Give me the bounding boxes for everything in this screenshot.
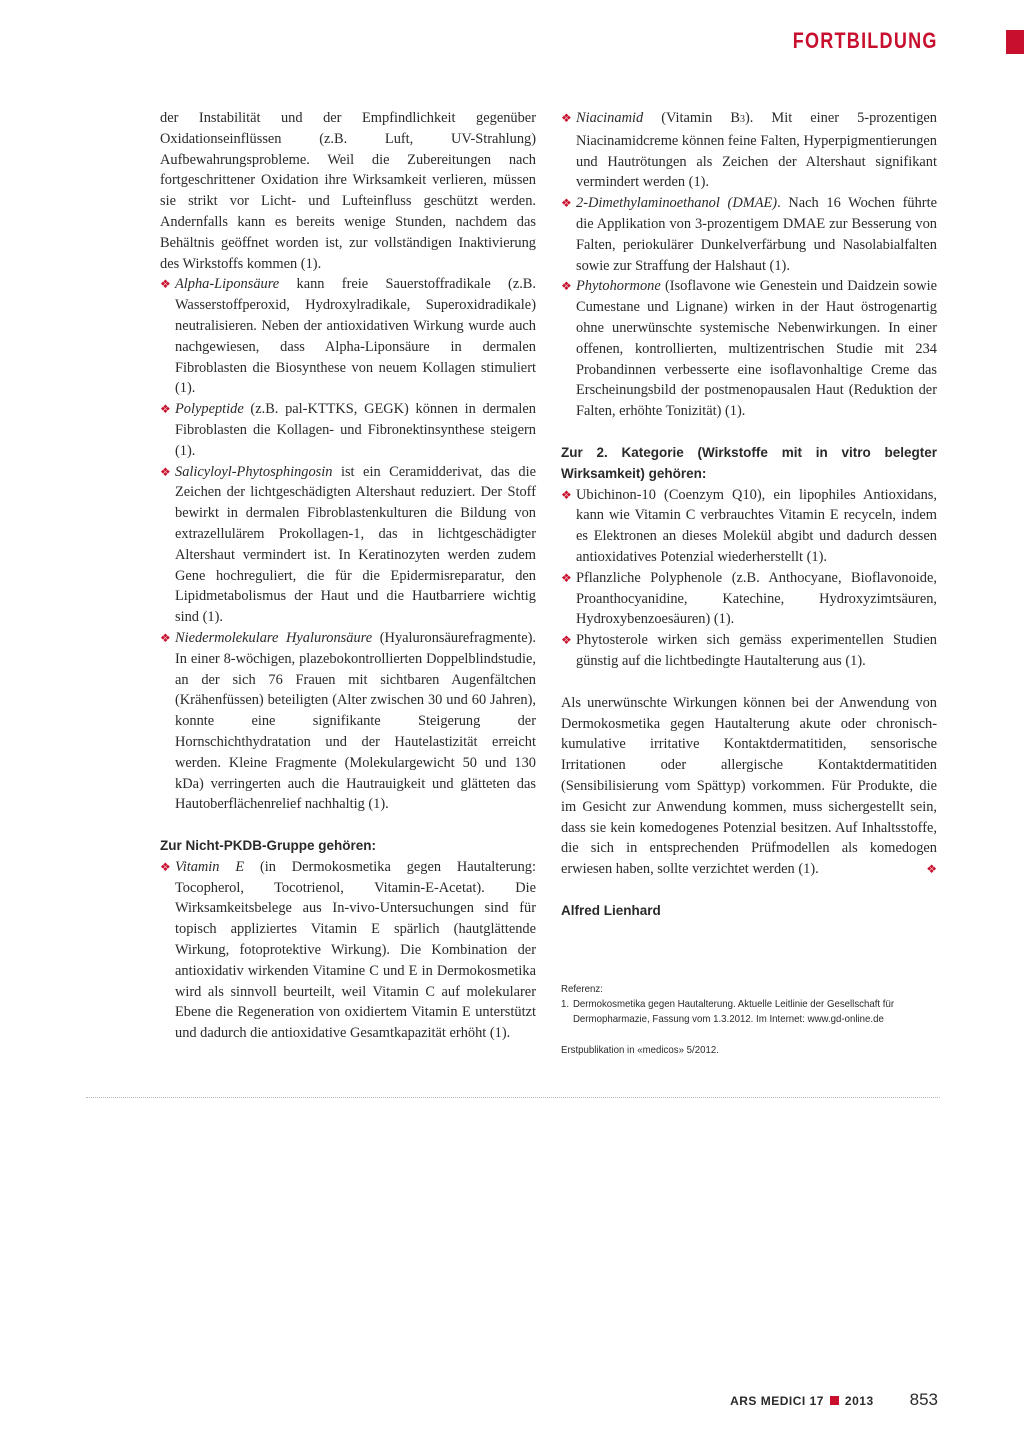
reference-label: Referenz:: [561, 982, 603, 995]
conclusion-paragraph: [561, 693, 937, 880]
reference-block: [561, 982, 936, 1058]
list-item: [561, 485, 937, 568]
list-item: [561, 193, 937, 276]
list-item: [160, 399, 536, 461]
ingredient-list: [160, 274, 536, 815]
item-lead: Niacinamid: [576, 110, 644, 126]
diamond-bullet-icon: ❖: [160, 859, 171, 874]
intro-paragraph: der Instabilität und der Empfindlichkeit gegenüber Oxidationseinflüssen (z.B. Luft, UV-Strahlung) Aufbewahrungsprobleme. Weil die Zubereitungen nach fortgeschrittener Oxidation ihre Wirksamkeit verlieren, müssen sie strikt vor Licht- und Lufteinfluss geschützt werden. Andernfalls kann es bereits wenige Stunden, nachdem das Behältnis geöffnet worden ist, zur vollständigen Inaktivierung des Wirkstoffs kommen (1).: [160, 110, 536, 272]
left-column: [160, 108, 536, 1044]
item-text: kann freie Sauerstoffradikale (z.B. Wasserstoffperoxid, Hydroxylradikale, Superoxidradikale) neutralisieren. Neben der antioxidativen Wirkung wurde auch nachgewiesen, dass Alpha-Liponsäure in dermalen Fibroblasten die Biosynthese von neuem Kollagen stimuliert (1).: [175, 276, 536, 397]
page-number: 853: [909, 1390, 938, 1409]
list-item: [160, 628, 536, 815]
diamond-bullet-icon: ❖: [160, 277, 171, 292]
list-item: [561, 630, 937, 672]
author-name: Alfred Lienhard: [561, 902, 661, 918]
list-item: [160, 462, 536, 628]
reference-number: 1.: [561, 997, 570, 1010]
item-lead: 2-Dimethylaminoethanol (DMAE): [576, 195, 778, 212]
footer-journal: ARS MEDICI 17: [730, 1394, 824, 1408]
header-section-label: FORTBILDUNG: [793, 28, 938, 53]
diamond-bullet-icon: ❖: [561, 487, 572, 502]
diamond-bullet-icon: ❖: [561, 633, 572, 648]
item-lead: Niedermolekulare Hyaluronsäure: [175, 629, 373, 646]
list-item: [561, 108, 937, 193]
section-subheading: Zur Nicht-PKDB-Gruppe gehören:: [160, 838, 376, 854]
item-lead: Polypeptide: [175, 401, 244, 418]
reference-item: [561, 997, 936, 1027]
section-subheading: Zur 2. Kategorie (Wirkstoffe mit in vitro belegter Wirksamkeit) gehören:: [561, 444, 937, 481]
item-text: (Hyaluronsäurefragmente). In einer 8-wöchigen, plazebokontrollierten Doppelblindstudie, an der sich 76 Frauen mit sichtbaren Augenfältchen (Krähenfüssen) beteiligten (Alter zwischen 30 und 60 Jahren), konnte eine signifikante Steigerung der Hornschichthydratation und der Hautelastizität erreicht werden. Kleine Fragmente (Molekulargewicht 50 und 130 kDa) verringerten auch die Hautrauigkeit und glätteten das Hautoberflächenrelief nachhaltig (1).: [175, 629, 536, 813]
diamond-endmark-icon: ❖: [926, 862, 937, 877]
list-item: [160, 274, 536, 399]
diamond-bullet-icon: ❖: [561, 111, 572, 125]
page-footer: [730, 1390, 938, 1410]
list-item: [561, 568, 937, 630]
item-text: Ubichinon-10 (Coenzym Q10), ein lipophiles Antioxidans, kann wie Vitamin C verbrauchtes Vitamin E recyceln, indem es Elektronen an dieses Molekül abgibt und dadurch dessen antioxidatives Potenzial wiederherstellt (1).: [576, 486, 937, 565]
list-item: [561, 276, 937, 422]
conclusion-text: Als unerwünschte Wirkungen können bei der Anwendung von Dermokosmetika gegen Hautalterung akute oder chronisch-kumulative irritative Kontaktdermatitiden, sensorische Irritationen oder allergische Kontaktdermatitiden (Sensibilisierung vom Spättyp) vorkommen. Für Produkte, die im Gesicht zur Anwendung kommen, muss sichergestellt sein, dass sie kein komedogenes Potenzial besitzen. Auf Inhaltsstoffe, die sich in entsprechenden Prüfmodellen als komedogen erwiesen haben, sollte verzichtet werden (1).: [561, 694, 937, 878]
page-divider: [86, 1097, 940, 1098]
footer-accent-square: [830, 1396, 839, 1405]
item-subscript: 3: [739, 114, 745, 125]
diamond-bullet-icon: ❖: [561, 570, 572, 585]
item-text: ist ein Ceramidderivat, das die Zeichen der lichtgeschädigten Altershaut reduziert. Der Stoff bewirkt in dermalen Fibroblastenkulturen die Bildung von extrazellulärem Prokollagen-1, das in lichtgeschädigter Altershaut vermindert ist. In Keratinozyten werden zudem Gene hochreguliert, die für die Epidermisreparatur, den Lipidmetabolismus der Haut und die Hautbarriere wichtig sind (1).: [175, 463, 536, 626]
diamond-bullet-icon: ❖: [561, 196, 572, 211]
item-text: (in Dermokosmetika gegen Hautalterung: Tocopherol, Tocotrienol, Vitamin-E-Acetat). Die Wirksamkeitsbelege aus In-vivo-Untersuchungen sind für topisch appliziertes Vitamin E spärlich (hautglättende Wirkung, fotoprotektive Wirkung). Die Kombination der antioxidativ wirkenden Vitamine C und E in Dermokosmetika wird als sinnvoll beurteilt, weil Vitamin C auf molekularer Ebene die Regeneration von oxidiertem Vitamin E unterstützt und dadurch die antioxidative Gesamtkapazität erhöht (1).: [175, 858, 537, 1042]
list-item: [160, 857, 536, 1044]
item-text: Phytosterole wirken sich gemäss experimentellen Studien günstig auf die lichtbedingte Hautalterung aus (1).: [576, 632, 937, 669]
item-text: (Isoflavone wie Genestein und Daidzein sowie Cumestane und Lignane) wirken in der Haut östrogenartig ohne unerwünschte systemische Nebenwirkungen. In einer offenen, kontrollierten, multizentrischen Studie mit 234 Probandinnen verbesserte eine isoflavonhaltige Creme das Erscheinungsbild der postmenopausalen Haut (Reduktion der Falten, erhöhte Tonizität) (1).: [576, 278, 937, 420]
diamond-bullet-icon: ❖: [561, 279, 572, 294]
item-text: Pflanzliche Polyphenole (z.B. Anthocyane, Bioflavonoide, Proanthocyanidine, Katechine, Hydroxyzimtsäuren, Hydroxybenzoesäuren) (1).: [576, 569, 937, 628]
item-text: (Vitamin B: [643, 110, 740, 126]
item-lead: Alpha-Liponsäure: [175, 276, 280, 293]
item-lead: Salicyloyl-Phytosphingosin: [175, 463, 333, 480]
diamond-bullet-icon: ❖: [160, 464, 171, 479]
item-text: . Nach 16 Wochen führte die Applikation von 3-prozentigem DMAE zur Besserung von Falten, periokulärer Dunkelverfärbung und Nasolabialfalten sowie zur Straffung der Halshaut (1).: [576, 195, 937, 274]
diamond-bullet-icon: ❖: [160, 402, 171, 417]
diamond-bullet-icon: ❖: [160, 630, 171, 645]
reference-text: Dermokosmetika gegen Hautalterung. Aktuelle Leitlinie der Gesellschaft für Dermopharmazie, Fassung vom 1.3.2012. Im Internet: www.gd-online.de: [572, 997, 895, 1025]
item-lead: Phytohormone: [576, 278, 661, 295]
item-text: ). Mit einer 5-prozentigen Niacinamidcreme können feine Falten, Hyperpigmentierungen und Hautrötungen als Zeichen der Altershaut signifikant vermindert werden (1).: [576, 110, 937, 191]
header-accent-square: [1006, 30, 1024, 54]
first-publication-note: Erstpublikation in «medicos» 5/2012.: [561, 1043, 719, 1056]
item-lead: Vitamin E: [175, 858, 245, 875]
footer-year: 2013: [844, 1394, 874, 1408]
item-text: (z.B. pal-KTTKS, GEGK) können in dermalen Fibroblasten die Kollagen- und Fibronektinsynthese steigern (1).: [175, 401, 536, 459]
right-column: [561, 108, 937, 1058]
